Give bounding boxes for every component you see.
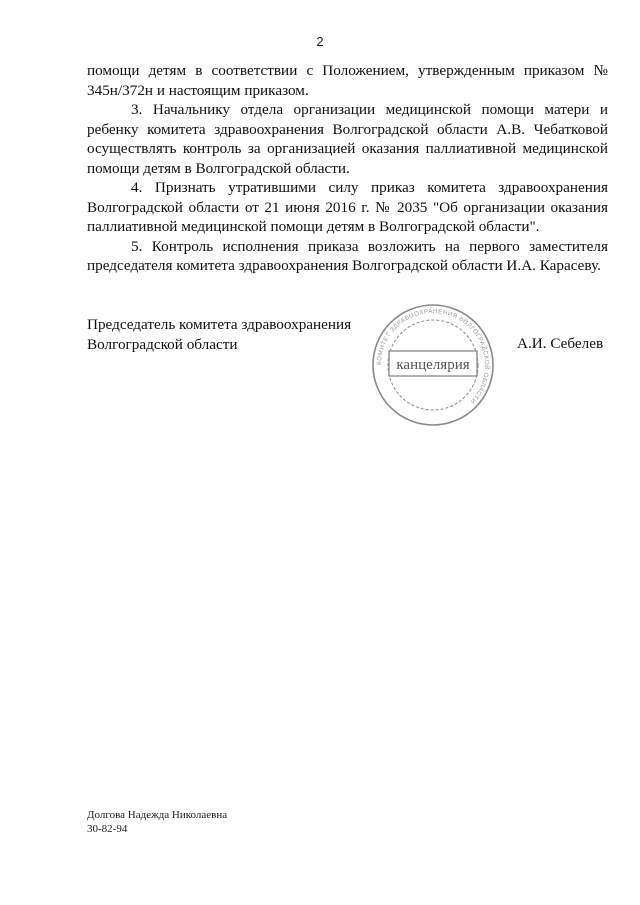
signatory-title [87,315,377,354]
executor-phone: 30-82-94 [87,823,128,835]
office-stamp [367,302,499,428]
stamp-graphic [367,302,499,428]
paragraph-item-3: 3. Начальнику отдела организации медицинской помощи матери и ребенку комитета здравоохранения Волгоградской области А.В. Чебатковой осуществлять контроль за организацией оказания паллиативной медицинской помощи детям в Волгоградской области. [87,101,608,177]
executor-info [87,808,227,836]
signatory-name: А.И. Себелев [517,335,604,352]
executor-name: Долгова Надежда Николаевна [87,809,228,821]
paragraph-item-5: 5. Контроль исполнения приказа возложить на первого заместителя председателя комитета здравоохранения Волгоградской области И.А. Карасеву. [87,237,608,274]
paragraph-continuation: помощи детям в соответствии с Положением, утвержденным приказом № 345н/372н и настоящим приказом. [87,62,608,99]
stamp-center-text: канцелярия [396,357,470,373]
page-number: 2 [316,34,324,49]
signatory-title-line1: Председатель комитета здравоохранения [87,316,352,333]
paragraph-item-4: 4. Признать утратившими силу приказ комитета здравоохранения Волгоградской области от 21 июня 2016 г. № 2035 "Об организации оказания паллиативной медицинской помощи детям в Волгоградской области". [87,179,608,235]
stamp-ring-text: КОМИТЕТ ЗДРАВООХРАНЕНИЯ ВОЛГОГРАДСКОЙ ОБЛАСТИ [375,307,491,405]
signatory-title-line2: Волгоградской области [87,335,238,353]
order-body [87,61,608,276]
